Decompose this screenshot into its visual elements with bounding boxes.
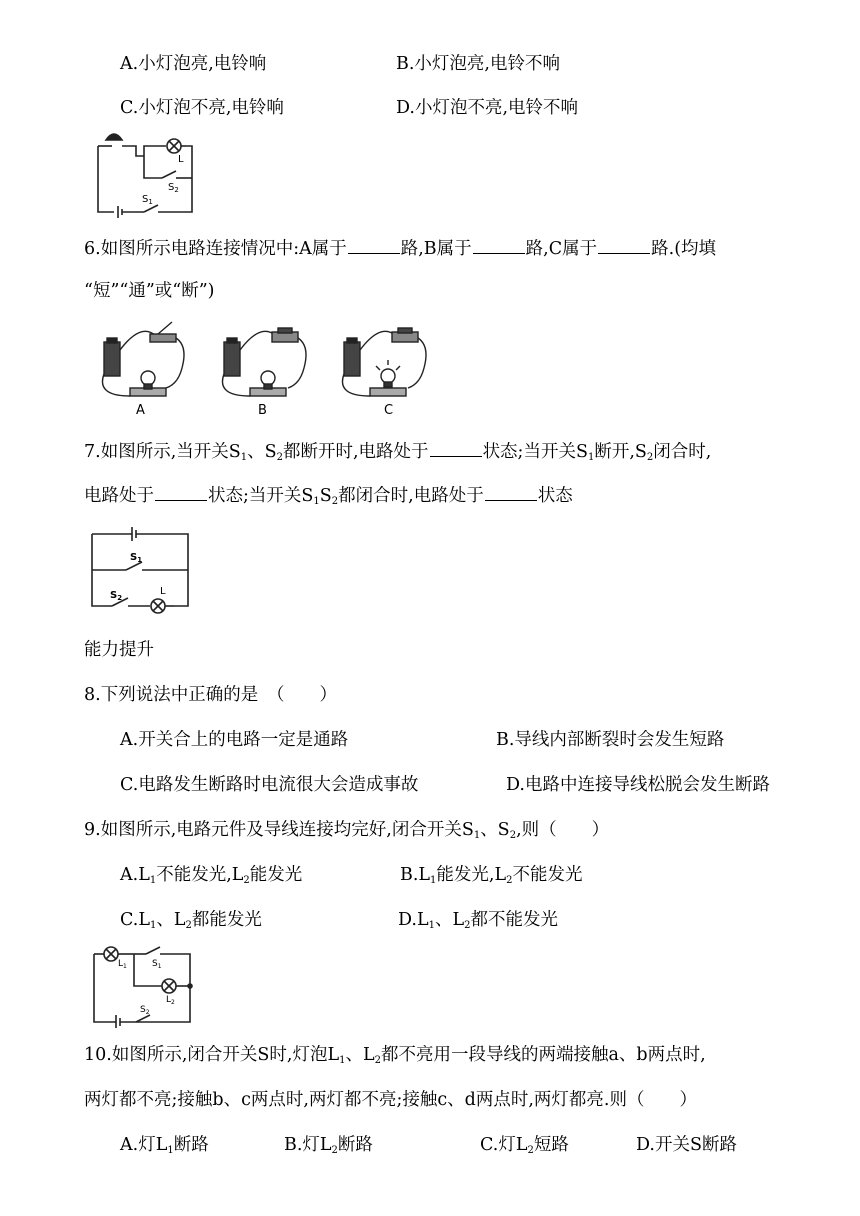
- q9-option-d: $D.L_1$、$L_2$都不能发光: [398, 910, 558, 931]
- q6-label-b: B: [258, 403, 267, 418]
- q9-option-b: $B.L_1$能发光$,L_2$不能发光: [400, 865, 583, 886]
- q6-label-c: C: [384, 403, 394, 418]
- q7-label-L: L: [160, 586, 166, 597]
- q8-option-a: A.开关合上的电路一定是通路: [120, 730, 349, 750]
- q10-option-b: B.灯$L_2$断路: [284, 1135, 373, 1156]
- q7-blank-3[interactable]: [485, 482, 537, 501]
- q9-label-L1: $L_1$: [118, 959, 127, 970]
- q7-stem-line1: 7.如图所示,当开关$S_1$、$S_2$都断开时,电路处于 状态;当开关$S_1$断开$,S_2$闭合时,: [84, 438, 711, 470]
- q10-stem-line1: 10.如图所示,闭合开关S时,灯泡$L_1$、$L_2$都不亮用一段导线的两端接触a、b两点时,: [84, 1045, 706, 1066]
- q6-blank-c[interactable]: [598, 235, 650, 254]
- q7-label-S1: $S_1$: [130, 552, 143, 564]
- q8-option-c: C.电路发生断路时电流很大会造成事故: [120, 775, 419, 795]
- section-heading: 能力提升: [84, 640, 154, 660]
- q7-blank-1[interactable]: [430, 438, 482, 457]
- q10-option-a: A.灯$L_1$断路: [120, 1135, 209, 1156]
- q8-option-b: B.导线内部断裂时会发生短路: [496, 730, 725, 750]
- q6-circuits-figure: [96, 316, 446, 418]
- q10-stem-line2: 两灯都不亮;接触b、c两点时,两灯都不亮;接触c、d两点时,两灯都亮.则（ ）: [84, 1090, 697, 1110]
- q9-option-c: $C.L_1$、$L_2$都能发光: [120, 910, 262, 931]
- q7-blank-2[interactable]: [155, 482, 207, 501]
- q5-circuit-diagram: [88, 126, 200, 218]
- q5-option-c: C.小灯泡不亮,电铃响: [120, 98, 284, 118]
- q9-label-L2: $L_2$: [166, 995, 175, 1006]
- q7-stem-line2: 电路处于 状态;当开关$S_1S_2$都闭合时,电路处于 状态: [84, 482, 573, 514]
- q9-option-a: $A.L_1$不能发光$,L_2$能发光: [120, 865, 303, 886]
- q5-label-S1: $S_1$: [142, 194, 153, 206]
- q5-option-a: A.小灯泡亮,电铃响: [120, 54, 267, 74]
- q7-circuit-diagram: [86, 522, 194, 614]
- q6-stem-line1: 6.如图所示电路连接情况中:A属于 路,B属于 路,C属于 路.(均填: [84, 235, 716, 261]
- q5-option-d: D.小灯泡不亮,电铃不响: [396, 98, 579, 118]
- q6-blank-a[interactable]: [348, 235, 400, 254]
- q8-option-d: D.电路中连接导线松脱会发生断路: [506, 775, 770, 795]
- q7-label-S2: $S_2$: [110, 590, 123, 602]
- q9-label-S1: $S_1$: [152, 959, 162, 970]
- q5-option-b: B.小灯泡亮,电铃不响: [396, 54, 560, 74]
- q5-label-L: L: [178, 154, 184, 165]
- q6-stem-line2: “短”“通”或“断”): [84, 281, 215, 301]
- q10-option-d: D.开关S断路: [636, 1135, 737, 1155]
- q9-label-S2: $S_2$: [140, 1005, 150, 1016]
- q5-label-S2: $S_2$: [168, 182, 179, 194]
- q8-stem: 8.下列说法中正确的是 （ ）: [84, 685, 337, 705]
- q9-stem: 9.如图所示,电路元件及导线连接均完好,闭合开关$S_1$、$S_2$,则（ ）: [84, 820, 610, 841]
- q10-option-c: C.灯$L_2$短路: [480, 1135, 569, 1156]
- q6-blank-b[interactable]: [473, 235, 525, 254]
- q6-label-a: A: [136, 403, 145, 418]
- q9-circuit-diagram: [86, 940, 204, 1028]
